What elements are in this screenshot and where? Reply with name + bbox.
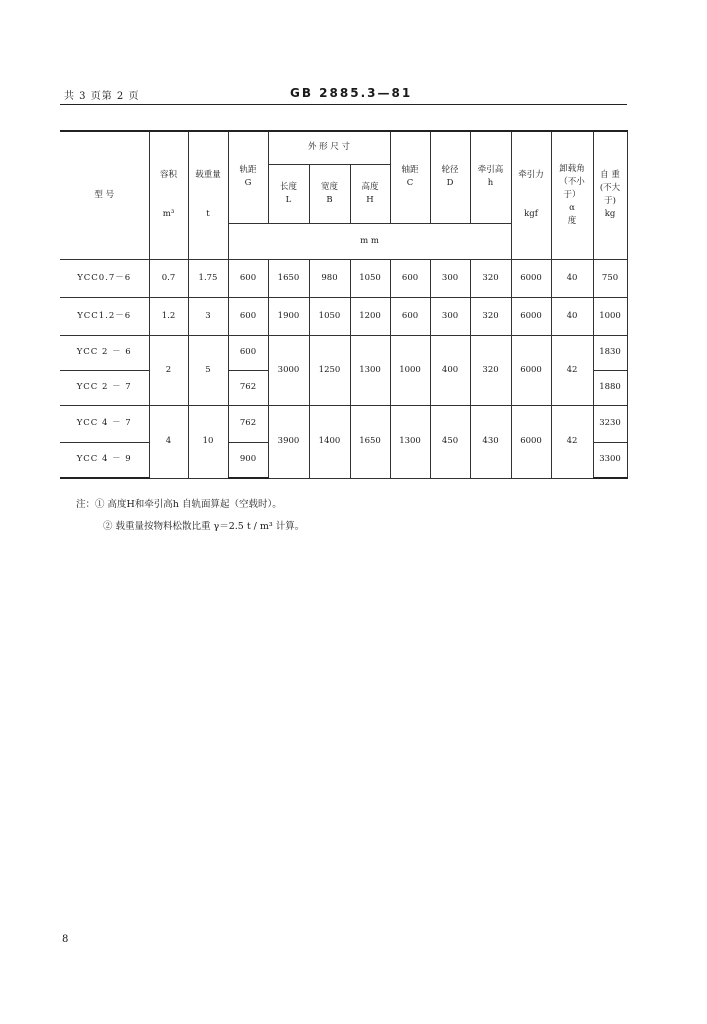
load-header: 载重量 t: [188, 131, 228, 259]
outer-dimensions-header: 外 形 尺 寸: [268, 131, 390, 164]
gauge-cell: 762: [228, 405, 268, 442]
standard-number-header: GB 2885.3—81: [290, 86, 413, 100]
weight-cell: 1000: [593, 297, 627, 335]
traction-height-cell: 320: [470, 335, 511, 405]
volume-cell: 4: [149, 405, 188, 478]
gauge-cell: 600: [228, 259, 268, 297]
width-cell: 1250: [309, 335, 350, 405]
volume-cell: 0.7: [149, 259, 188, 297]
weight-cell: 750: [593, 259, 627, 297]
traction-force-header: 牵引力 kgf: [511, 131, 551, 259]
note-1: 注：① 高度H和牵引高h 自轨面算起（空载时）。: [76, 499, 282, 510]
height-cell: 1300: [350, 335, 390, 405]
self-weight-header: 自 重 (不大 于) kg: [593, 131, 627, 259]
model-cell: YCC1.2－6: [60, 297, 149, 335]
model-cell: YCC 4 － 9: [60, 442, 149, 478]
height-cell: 1200: [350, 297, 390, 335]
table-notes: [76, 494, 304, 538]
length-cell: 3900: [268, 405, 309, 478]
volume-header: 容积 m³: [149, 131, 188, 259]
angle-cell: 42: [551, 335, 593, 405]
weight-cell: 3230: [593, 405, 627, 442]
load-cell: 5: [188, 335, 228, 405]
load-cell: 10: [188, 405, 228, 478]
table-row: [60, 335, 627, 370]
wheel-cell: 300: [430, 259, 470, 297]
model-header: 型 号: [60, 131, 149, 259]
height-cell: 1650: [350, 405, 390, 478]
length-cell: 1650: [268, 259, 309, 297]
note-2: ② 载重量按物料松散比重 γ＝2.5 t / m³ 计算。: [103, 521, 305, 532]
length-cell: 3000: [268, 335, 309, 405]
wheel-cell: 450: [430, 405, 470, 478]
table-row: [60, 405, 627, 442]
angle-cell: 42: [551, 405, 593, 478]
traction-force-cell: 6000: [511, 405, 551, 478]
mm-unit-header: m m: [228, 223, 511, 259]
width-cell: 1400: [309, 405, 350, 478]
unload-angle-header: 卸载角 （不小 于） α 度: [551, 131, 593, 259]
model-cell: YCC 2 － 6: [60, 335, 149, 370]
wheel-cell: 400: [430, 335, 470, 405]
weight-cell: 3300: [593, 442, 627, 478]
traction-height-cell: 320: [470, 259, 511, 297]
angle-cell: 40: [551, 297, 593, 335]
gauge-cell: 600: [228, 297, 268, 335]
height-cell: 1050: [350, 259, 390, 297]
traction-height-cell: 430: [470, 405, 511, 478]
height-header: 高度 H: [350, 164, 390, 223]
gauge-header: 轨距 G: [228, 131, 268, 223]
angle-cell: 40: [551, 259, 593, 297]
axle-cell: 600: [390, 259, 430, 297]
volume-cell: 2: [149, 335, 188, 405]
axle-header: 轴距 C: [390, 131, 430, 223]
traction-force-cell: 6000: [511, 335, 551, 405]
gauge-cell: 762: [228, 370, 268, 405]
traction-force-cell: 6000: [511, 297, 551, 335]
weight-cell: 1830: [593, 335, 627, 370]
model-cell: YCC0.7－6: [60, 259, 149, 297]
width-header: 宽度 B: [309, 164, 350, 223]
traction-height-header: 牵引高 h: [470, 131, 511, 223]
model-cell: YCC 2 － 7: [60, 370, 149, 405]
load-cell: 3: [188, 297, 228, 335]
page-count-header: 共 3 页第 2 页: [64, 91, 140, 102]
width-cell: 1050: [309, 297, 350, 335]
traction-height-cell: 320: [470, 297, 511, 335]
header-rule: [60, 104, 627, 105]
table-row: [60, 259, 627, 297]
axle-cell: 600: [390, 297, 430, 335]
spec-table: [60, 130, 628, 479]
table-row: [60, 297, 627, 335]
volume-cell: 1.2: [149, 297, 188, 335]
gauge-cell: 900: [228, 442, 268, 478]
length-header: 长度 L: [268, 164, 309, 223]
page-number: 8: [62, 934, 69, 945]
length-cell: 1900: [268, 297, 309, 335]
width-cell: 980: [309, 259, 350, 297]
axle-cell: 1300: [390, 405, 430, 478]
model-cell: YCC 4 － 7: [60, 405, 149, 442]
weight-cell: 1880: [593, 370, 627, 405]
axle-cell: 1000: [390, 335, 430, 405]
traction-force-cell: 6000: [511, 259, 551, 297]
wheel-cell: 300: [430, 297, 470, 335]
load-cell: 1.75: [188, 259, 228, 297]
gauge-cell: 600: [228, 335, 268, 370]
wheel-header: 轮径 D: [430, 131, 470, 223]
